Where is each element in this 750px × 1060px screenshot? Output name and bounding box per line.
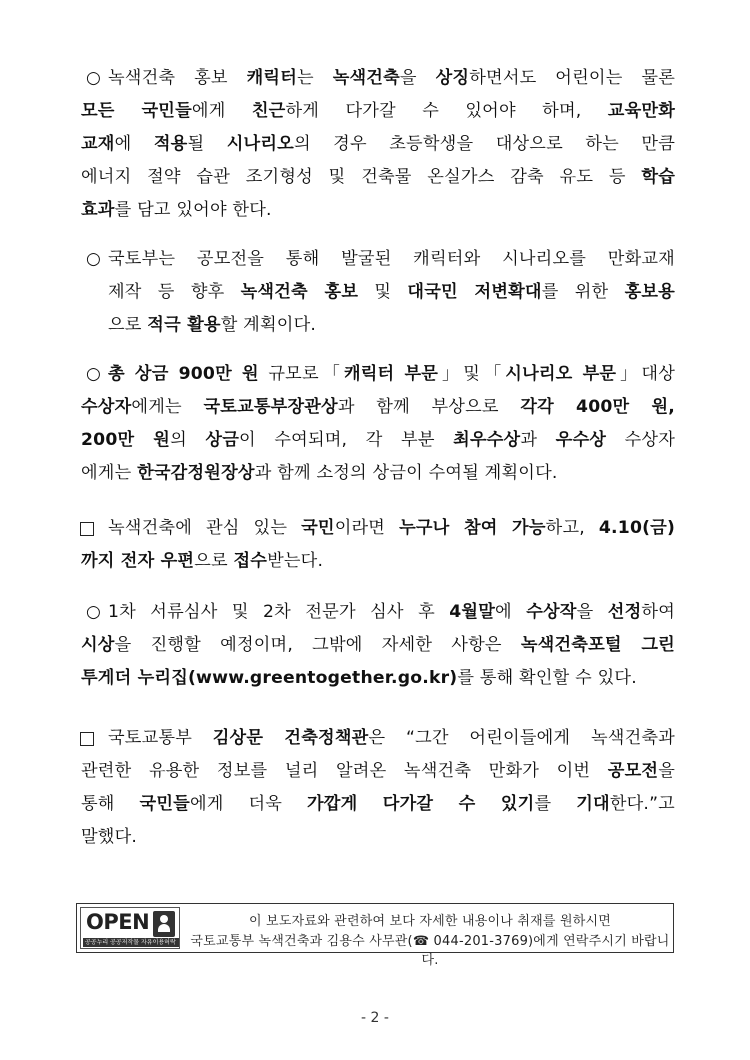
paragraph-line xyxy=(81,545,675,578)
bold-text: 시상 xyxy=(81,635,115,655)
footer-line-1: 이 보도자료와 관련하여 보다 자세한 내용이나 취재를 원하시면 xyxy=(248,914,612,929)
open-license-badge xyxy=(80,907,180,949)
text: 될 xyxy=(187,134,227,154)
circle-bullet-icon: ○ xyxy=(86,68,101,88)
text: 에게 더욱 xyxy=(189,794,307,814)
paragraph-line xyxy=(108,62,675,95)
paragraph-line xyxy=(108,596,675,629)
footer-line-2: 국토교통부 녹색건축과 김용수 사무관(☎ 044-201-3769)에게 연락주시기 바랍니다. xyxy=(190,934,670,968)
text: 할 계획이다. xyxy=(220,315,317,335)
person-icon xyxy=(153,911,175,937)
paragraph-line xyxy=(81,95,675,128)
paragraph xyxy=(81,358,676,490)
bold-text: 4.10(금) xyxy=(598,518,676,538)
bold-text: 대국민 저변확대 xyxy=(407,282,542,302)
bold-text: 캐릭터 xyxy=(246,68,298,88)
bold-text: 국토교통부장관상 xyxy=(203,397,338,417)
text: 은 “그간 어린이들에게 녹색건축과 xyxy=(368,728,675,748)
text: 으로 xyxy=(108,315,148,335)
text: 과 함께 소정의 상금이 수여될 계획이다. xyxy=(254,463,558,483)
paragraph-line xyxy=(108,512,675,545)
text: 녹색건축 홍보 xyxy=(108,68,247,88)
bold-text: 홍보용 xyxy=(624,282,675,302)
paragraph xyxy=(81,62,676,227)
text: 규모로「 xyxy=(258,364,344,384)
text: 을 진행할 예정이며, 그밖에 자세한 사항은 xyxy=(114,635,521,655)
text: 를 위한 xyxy=(541,282,625,302)
bold-text: 4월말 xyxy=(449,602,496,622)
paragraph xyxy=(81,722,675,854)
paragraph-line xyxy=(81,755,675,788)
paragraph-line xyxy=(81,391,675,424)
paragraph-line xyxy=(108,276,675,309)
paragraph xyxy=(81,512,676,578)
bold-text: 200만 원 xyxy=(81,430,171,450)
text: 의 xyxy=(170,430,206,450)
bold-text: 모든 국민들 xyxy=(81,101,192,121)
bold-text: 수상자 xyxy=(81,397,132,417)
circle-bullet-icon: ○ xyxy=(86,602,101,622)
text: 에 xyxy=(495,602,527,622)
bold-text: 녹색건축 홍보 xyxy=(240,282,359,302)
text: 에게는 xyxy=(131,397,204,417)
bold-text: 각각 400만 원, xyxy=(520,397,675,417)
bold-text: 상금 xyxy=(205,430,240,450)
text: 하면서도 어린이는 물론 xyxy=(469,68,676,88)
text: 를 xyxy=(534,794,577,814)
bold-text: 까지 전자 우편 xyxy=(81,551,195,571)
bold-text: 상징 xyxy=(435,68,470,88)
paragraph-line xyxy=(81,788,675,821)
text: 녹색건축에 관심 있는 xyxy=(108,518,302,538)
text: 과 함께 부상으로 xyxy=(337,397,521,417)
text: 하고, xyxy=(545,518,599,538)
text: 에너지 절약 습관 조기형성 및 건축물 온실가스 감축 유도 등 xyxy=(81,167,642,187)
text: 통해 xyxy=(81,794,140,814)
paragraph-line xyxy=(108,243,675,276)
bold-text: 가깝게 다가갈 수 있기 xyxy=(306,794,535,814)
open-logo-caption: 공공누리 공공저작물 자유이용허락 xyxy=(83,938,179,947)
bold-text: 교육만화 xyxy=(607,101,675,121)
paragraph-line xyxy=(81,424,675,457)
bold-text: 김상문 건축정책관 xyxy=(212,728,369,748)
text: 국토교통부 xyxy=(108,728,213,748)
bold-text: 국민들 xyxy=(139,794,190,814)
paragraph-line xyxy=(81,821,675,854)
bold-text: 캐릭터 부문 xyxy=(343,364,439,384)
open-logo-text: OPEN xyxy=(86,910,150,934)
text: 」및「 xyxy=(438,364,506,384)
text: 는 xyxy=(297,68,333,88)
text: 을 xyxy=(576,602,608,622)
bold-text: 녹색건축 xyxy=(332,68,400,88)
paragraph-line xyxy=(108,309,675,342)
text: 하게 다가갈 수 있어야 하며, xyxy=(285,101,608,121)
paragraph-line xyxy=(108,358,675,391)
text: 」대상 xyxy=(616,364,675,384)
text: 을 xyxy=(658,761,675,781)
bold-text: 친근 xyxy=(251,101,286,121)
bold-text: 수상작 xyxy=(526,602,577,622)
bold-text[interactable]: 투게더 누리집(www.greentogether.go.kr) xyxy=(81,668,458,688)
bold-text: 국민 xyxy=(301,518,335,538)
bold-text: 녹색건축포털 그린 xyxy=(520,635,675,655)
text: 및 xyxy=(358,282,408,302)
bold-text: 학습 xyxy=(641,167,675,187)
text: 한다.”고 xyxy=(609,794,675,814)
text: 에게는 xyxy=(81,463,138,483)
bold-text: 우수상 xyxy=(555,430,607,450)
text: 하여 xyxy=(641,602,676,622)
text: 제작 등 향후 xyxy=(108,282,241,302)
text: 을 xyxy=(399,68,436,88)
text: 으로 xyxy=(194,551,234,571)
bold-text: 기대 xyxy=(576,794,610,814)
text: 이 수여되며, 각 부분 xyxy=(239,430,454,450)
bold-text: 누구나 참여 가능 xyxy=(399,518,546,538)
paragraph xyxy=(81,596,676,695)
bold-text: 총 상금 900만 원 xyxy=(108,364,259,384)
circle-bullet-icon: ○ xyxy=(86,249,101,269)
text: 1차 서류심사 및 2차 전문가 심사 후 xyxy=(108,602,450,622)
paragraph xyxy=(108,243,675,342)
text: 의 경우 초등학생을 대상으로 하는 만큼 xyxy=(293,134,676,154)
bold-text: 시나리오 xyxy=(226,134,294,154)
paragraph-line xyxy=(81,161,675,194)
paragraph-line xyxy=(81,629,675,662)
text: 수상자 xyxy=(606,430,676,450)
text: 받는다. xyxy=(267,551,324,571)
bold-text: 선정 xyxy=(607,602,642,622)
text: 를 통해 확인할 수 있다. xyxy=(457,668,637,688)
bold-text: 교재 xyxy=(81,134,115,154)
text: 이라면 xyxy=(334,518,400,538)
square-bullet-icon xyxy=(80,732,94,746)
paragraph-line xyxy=(81,128,675,161)
bold-text: 적극 활용 xyxy=(147,315,221,335)
bold-text: 공모전 xyxy=(607,761,659,781)
bold-text: 적용 xyxy=(153,134,188,154)
bold-text: 최우수상 xyxy=(453,430,521,450)
text: 말했다. xyxy=(81,827,138,847)
square-bullet-icon xyxy=(80,522,94,536)
text: 국토부는 공모전을 통해 발굴된 캐릭터와 시나리오를 만화교재 xyxy=(108,249,675,269)
paragraph-line xyxy=(81,457,675,490)
paragraph-line xyxy=(81,194,675,227)
bold-text: 시나리오 부문 xyxy=(505,364,617,384)
text: 관련한 유용한 정보를 널리 알려온 녹색건축 만화가 이번 xyxy=(81,761,608,781)
circle-bullet-icon: ○ xyxy=(86,364,101,384)
bold-text: 효과 xyxy=(81,200,115,220)
text: 과 xyxy=(520,430,556,450)
text: 에게 xyxy=(191,101,252,121)
bold-text: 한국감정원장상 xyxy=(137,463,255,483)
bold-text: 접수 xyxy=(233,551,268,571)
text: 를 담고 있어야 한다. xyxy=(114,200,272,220)
paragraph-line xyxy=(81,662,675,695)
page-number: - 2 - xyxy=(361,1010,389,1026)
text: 에 xyxy=(114,134,154,154)
paragraph-line xyxy=(108,722,675,755)
